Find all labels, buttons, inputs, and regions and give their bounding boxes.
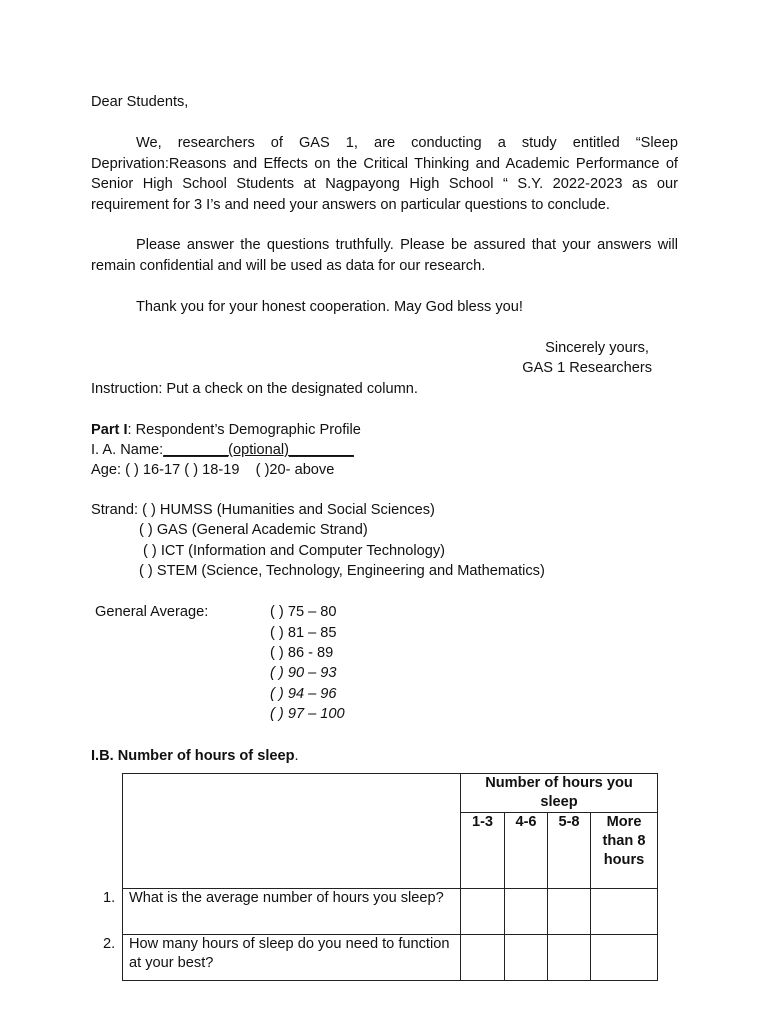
request-line-1: Please answer the questions truthfully. Please be assured that your answers will: [136, 237, 678, 253]
sleep-hours-table: [103, 773, 658, 981]
answer-cell-1-3[interactable]: [461, 935, 505, 981]
request-paragraph: [91, 235, 678, 276]
intro-paragraph: [91, 133, 678, 216]
part1-label: Part I: [91, 422, 128, 438]
name-optional: (optional): [228, 442, 289, 458]
salutation: Dear Students,: [91, 94, 189, 110]
answer-cell-more-than-8[interactable]: [591, 889, 658, 935]
intro-line-3: Senior High School Students at Nagpayong High School “ S.Y. 2022-2023 as our: [91, 176, 678, 193]
average-option-81-85[interactable]: ( ) 81 – 85: [270, 625, 337, 641]
part1-heading: [91, 420, 361, 440]
average-option-86-89[interactable]: ( ) 86 - 89: [270, 645, 334, 661]
name-label: I. A. Name:: [91, 442, 164, 458]
part1b-heading: [91, 746, 299, 766]
column-header-5-8: 5-8: [548, 813, 591, 889]
intro-line-4: requirement for 3 I’s and need your answers on particular questions to conclude.: [91, 197, 610, 214]
strand-humss-option[interactable]: Strand: ( ) HUMSS (Humanities and Social Sciences): [91, 502, 435, 518]
question-cell-1: [103, 889, 461, 935]
average-option-97-100[interactable]: ( ) 97 – 100: [270, 706, 345, 722]
intro-line-1: We, researchers of GAS 1, are conducting a study entitled “Sleep: [136, 135, 678, 151]
answer-cell-5-8[interactable]: [548, 935, 591, 981]
part1b-period: .: [294, 748, 299, 764]
table-row: [123, 889, 658, 935]
answer-cell-5-8[interactable]: [548, 889, 591, 935]
part1b-title: I.B. Number of hours of sleep: [91, 748, 295, 764]
average-option-94-96[interactable]: ( ) 94 – 96: [270, 686, 337, 702]
closing: Sincerely yours,: [545, 340, 649, 356]
name-blank-2: ________: [288, 442, 354, 458]
question-cell-2: [103, 935, 461, 981]
part1-title: : Respondent’s Demographic Profile: [127, 422, 361, 438]
column-header-4-6: 4-6: [505, 813, 548, 889]
column-header-more-than-8: More than 8 hours: [591, 813, 658, 889]
question-number-1: 1.: [103, 890, 116, 906]
name-blank-1: ________: [163, 442, 229, 458]
table-row: [123, 935, 658, 981]
strand-gas-option[interactable]: ( ) GAS (General Academic Strand): [139, 522, 368, 538]
average-option-90-93[interactable]: ( ) 90 – 93: [270, 665, 337, 681]
answer-cell-1-3[interactable]: [461, 889, 505, 935]
hours-group-header: Number of hours you sleep: [461, 774, 658, 813]
age-options[interactable]: Age: ( ) 16-17 ( ) 18-19 ( )20- above: [91, 462, 335, 478]
question-header-cell: [123, 774, 461, 889]
question-text-2: How many hours of sleep do you need to function at your best?: [129, 936, 450, 971]
answer-cell-4-6[interactable]: [505, 935, 548, 981]
general-average-label: General Average:: [95, 604, 209, 620]
signature: GAS 1 Researchers: [522, 360, 652, 376]
strand-stem-option[interactable]: ( ) STEM (Science, Technology, Engineering and Mathematics): [139, 563, 545, 579]
name-field[interactable]: [91, 440, 354, 460]
thanks-line: Thank you for your honest cooperation. May God bless you!: [136, 299, 523, 315]
question-text-1: What is the average number of hours you sleep?: [129, 890, 444, 906]
instruction: Instruction: Put a check on the designated column.: [91, 381, 418, 397]
answer-cell-4-6[interactable]: [505, 889, 548, 935]
request-line-2: remain confidential and will be used as data for our research.: [91, 257, 486, 274]
question-number-2: 2.: [103, 936, 116, 952]
column-header-1-3: 1-3: [461, 813, 505, 889]
strand-ict-option[interactable]: ( ) ICT (Information and Computer Technology): [143, 543, 446, 559]
intro-line-2: Deprivation:Reasons and Effects on the Critical Thinking and Academic Performance of: [91, 155, 678, 172]
average-option-75-80[interactable]: ( ) 75 – 80: [270, 604, 337, 620]
answer-cell-more-than-8[interactable]: [591, 935, 658, 981]
